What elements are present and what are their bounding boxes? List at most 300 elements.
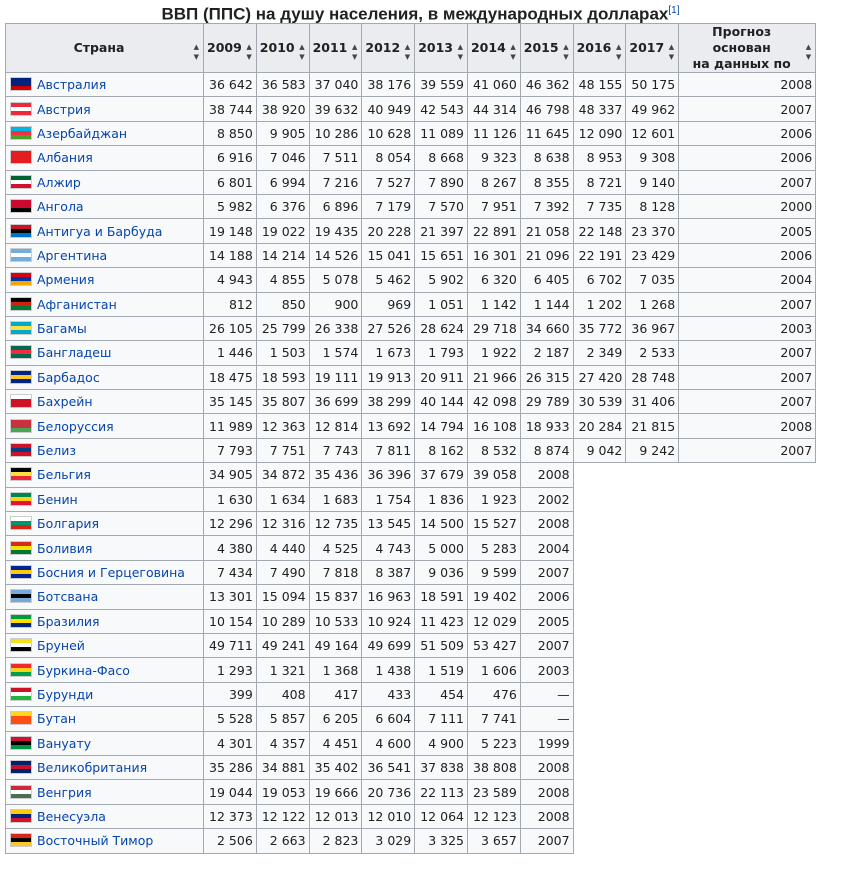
value-cell: 19 435 bbox=[309, 219, 362, 243]
flag-icon bbox=[10, 760, 32, 774]
value-cell: 7 818 bbox=[309, 560, 362, 584]
value-cell: 39 632 bbox=[309, 97, 362, 121]
empty-cell bbox=[573, 609, 816, 633]
value-cell: 28 748 bbox=[626, 365, 679, 389]
value-cell: 11 423 bbox=[415, 609, 468, 633]
value-cell: 5 000 bbox=[415, 536, 468, 560]
column-header-2015[interactable]: ▼ 2015 ▲ bbox=[520, 24, 573, 73]
value-cell: 3 029 bbox=[362, 829, 415, 853]
value-cell: 9 323 bbox=[467, 146, 520, 170]
empty-cell bbox=[573, 463, 816, 487]
value-cell: 2007 bbox=[520, 633, 573, 657]
flag-icon bbox=[10, 541, 32, 555]
value-cell: 6 896 bbox=[309, 194, 362, 218]
empty-cell bbox=[573, 755, 816, 779]
value-cell: 40 144 bbox=[415, 390, 468, 414]
value-cell: 2 663 bbox=[256, 829, 309, 853]
flag-icon bbox=[10, 687, 32, 701]
empty-cell bbox=[573, 512, 816, 536]
value-cell: 19 022 bbox=[256, 219, 309, 243]
flag-icon bbox=[10, 126, 32, 140]
value-cell: 1 923 bbox=[467, 487, 520, 511]
value-cell: 4 525 bbox=[309, 536, 362, 560]
value-cell: 10 286 bbox=[309, 121, 362, 145]
value-cell: 19 111 bbox=[309, 365, 362, 389]
value-cell: 1 519 bbox=[415, 658, 468, 682]
header-row bbox=[6, 24, 816, 73]
value-cell: 6 320 bbox=[467, 268, 520, 292]
country-link[interactable]: Ботсвана bbox=[37, 589, 99, 605]
table-row bbox=[6, 170, 816, 194]
country-link[interactable]: Бангладеш bbox=[37, 345, 112, 361]
table-row bbox=[6, 316, 816, 340]
column-header-2009[interactable]: ▼ 2009 ▲ bbox=[204, 24, 257, 73]
country-link[interactable]: Восточный Тимор bbox=[37, 833, 154, 849]
flag-icon bbox=[10, 467, 32, 481]
value-cell: 969 bbox=[362, 292, 415, 316]
value-cell: 53 427 bbox=[467, 633, 520, 657]
value-cell: 2008 bbox=[520, 804, 573, 828]
value-cell: 6 994 bbox=[256, 170, 309, 194]
value-cell: 1 142 bbox=[467, 292, 520, 316]
country-cell bbox=[6, 170, 204, 194]
value-cell: 15 651 bbox=[415, 243, 468, 267]
value-cell: 1 368 bbox=[309, 658, 362, 682]
value-cell: 1 673 bbox=[362, 341, 415, 365]
value-cell: 18 475 bbox=[204, 365, 257, 389]
value-cell: 2004 bbox=[520, 536, 573, 560]
value-cell: 46 798 bbox=[520, 97, 573, 121]
value-cell: 19 148 bbox=[204, 219, 257, 243]
value-cell: 2005 bbox=[520, 609, 573, 633]
flag-icon bbox=[10, 809, 32, 823]
table-row bbox=[6, 463, 816, 487]
country-cell bbox=[6, 487, 204, 511]
value-cell: 9 905 bbox=[256, 121, 309, 145]
value-cell: 34 660 bbox=[520, 316, 573, 340]
value-cell: 11 126 bbox=[467, 121, 520, 145]
value-cell: 12 013 bbox=[309, 804, 362, 828]
empty-cell bbox=[573, 707, 816, 731]
table-row bbox=[6, 292, 816, 316]
value-cell: 8 387 bbox=[362, 560, 415, 584]
value-cell: 20 228 bbox=[362, 219, 415, 243]
value-cell: 6 702 bbox=[573, 268, 626, 292]
table-row bbox=[6, 585, 816, 609]
column-header-2014[interactable]: ▼ 2014 ▲ bbox=[467, 24, 520, 73]
value-cell: 8 638 bbox=[520, 146, 573, 170]
value-cell: 8 532 bbox=[467, 438, 520, 462]
value-cell: 8 267 bbox=[467, 170, 520, 194]
flag-icon bbox=[10, 785, 32, 799]
value-cell: 4 451 bbox=[309, 731, 362, 755]
country-cell bbox=[6, 390, 204, 414]
country-cell bbox=[6, 121, 204, 145]
country-link[interactable]: Австралия bbox=[37, 77, 107, 93]
value-cell: 2008 bbox=[679, 414, 816, 438]
flag-icon bbox=[10, 370, 32, 384]
value-cell: 454 bbox=[415, 682, 468, 706]
table-row bbox=[6, 194, 816, 218]
value-cell: 2 187 bbox=[520, 341, 573, 365]
empty-cell bbox=[573, 560, 816, 584]
country-cell bbox=[6, 341, 204, 365]
country-link[interactable]: Бенин bbox=[37, 491, 78, 507]
table-title bbox=[0, 0, 841, 22]
value-cell: 26 338 bbox=[309, 316, 362, 340]
country-link[interactable]: Венгрия bbox=[37, 784, 92, 800]
empty-cell bbox=[573, 829, 816, 853]
country-link[interactable]: Боливия bbox=[37, 540, 93, 556]
value-cell: 812 bbox=[204, 292, 257, 316]
country-cell bbox=[6, 219, 204, 243]
value-cell: 7 046 bbox=[256, 146, 309, 170]
country-cell bbox=[6, 609, 204, 633]
value-cell: 1999 bbox=[520, 731, 573, 755]
value-cell: 4 743 bbox=[362, 536, 415, 560]
country-link[interactable]: Барбадос bbox=[37, 369, 100, 385]
value-cell: 37 040 bbox=[309, 73, 362, 97]
table-row bbox=[6, 146, 816, 170]
value-cell: 9 036 bbox=[415, 560, 468, 584]
value-cell: 7 570 bbox=[415, 194, 468, 218]
value-cell: 12 010 bbox=[362, 804, 415, 828]
value-cell: 38 744 bbox=[204, 97, 257, 121]
value-cell: 2000 bbox=[679, 194, 816, 218]
value-cell: 7 490 bbox=[256, 560, 309, 584]
country-cell bbox=[6, 658, 204, 682]
country-cell bbox=[6, 780, 204, 804]
country-link[interactable]: Багамы bbox=[37, 321, 87, 337]
title-reference-link[interactable]: [1] bbox=[668, 5, 680, 16]
value-cell: 7 511 bbox=[309, 146, 362, 170]
value-cell: 2006 bbox=[679, 243, 816, 267]
flag-icon bbox=[10, 272, 32, 286]
value-cell: 1 144 bbox=[520, 292, 573, 316]
table-row bbox=[6, 682, 816, 706]
table-row bbox=[6, 121, 816, 145]
empty-cell bbox=[573, 780, 816, 804]
country-link[interactable]: Аргентина bbox=[37, 247, 108, 263]
value-cell: 26 315 bbox=[520, 365, 573, 389]
country-link[interactable]: Бельгия bbox=[37, 467, 91, 483]
flag-icon bbox=[10, 150, 32, 164]
value-cell: 2003 bbox=[520, 658, 573, 682]
value-cell: 10 924 bbox=[362, 609, 415, 633]
country-link[interactable]: Венесуэла bbox=[37, 808, 106, 824]
value-cell: 21 966 bbox=[467, 365, 520, 389]
country-link[interactable]: Босния и Герцеговина bbox=[37, 565, 185, 580]
table-row bbox=[6, 341, 816, 365]
value-cell: 12 123 bbox=[467, 804, 520, 828]
value-cell: 2003 bbox=[679, 316, 816, 340]
value-cell: 38 808 bbox=[467, 755, 520, 779]
value-cell: 2007 bbox=[679, 438, 816, 462]
value-cell: 4 855 bbox=[256, 268, 309, 292]
value-cell: 36 541 bbox=[362, 755, 415, 779]
value-cell: 476 bbox=[467, 682, 520, 706]
value-cell: 12 064 bbox=[415, 804, 468, 828]
value-cell: 23 429 bbox=[626, 243, 679, 267]
value-cell: 4 943 bbox=[204, 268, 257, 292]
value-cell: 2 533 bbox=[626, 341, 679, 365]
value-cell: 22 191 bbox=[573, 243, 626, 267]
country-cell bbox=[6, 97, 204, 121]
country-link[interactable]: Антигуа и Барбуда bbox=[37, 223, 163, 239]
flag-icon bbox=[10, 419, 32, 433]
flag-icon bbox=[10, 638, 32, 652]
value-cell: 19 053 bbox=[256, 780, 309, 804]
country-cell bbox=[6, 707, 204, 731]
country-cell bbox=[6, 536, 204, 560]
column-header-2017[interactable]: ▼ 2017 ▲ bbox=[626, 24, 679, 73]
country-link[interactable]: Вануату bbox=[37, 735, 92, 751]
value-cell: 35 772 bbox=[573, 316, 626, 340]
value-cell: 6 376 bbox=[256, 194, 309, 218]
flag-icon bbox=[10, 663, 32, 677]
country-link[interactable]: Буркина-Фасо bbox=[37, 662, 130, 678]
table-row bbox=[6, 780, 816, 804]
value-cell: 2006 bbox=[679, 146, 816, 170]
value-cell: 49 164 bbox=[309, 633, 362, 657]
value-cell: 41 060 bbox=[467, 73, 520, 97]
value-cell: 2007 bbox=[679, 365, 816, 389]
country-link[interactable]: Ангола bbox=[37, 199, 84, 215]
flag-icon bbox=[10, 248, 32, 262]
table-row bbox=[6, 512, 816, 536]
value-cell: 8 128 bbox=[626, 194, 679, 218]
value-cell: 38 176 bbox=[362, 73, 415, 97]
column-header-2012[interactable]: ▼ 2012 ▲ bbox=[362, 24, 415, 73]
value-cell: 42 098 bbox=[467, 390, 520, 414]
empty-cell bbox=[573, 804, 816, 828]
value-cell: 35 807 bbox=[256, 390, 309, 414]
value-cell: 19 402 bbox=[467, 585, 520, 609]
flag-icon bbox=[10, 77, 32, 91]
value-cell: 7 743 bbox=[309, 438, 362, 462]
value-cell: 9 242 bbox=[626, 438, 679, 462]
table-row bbox=[6, 219, 816, 243]
empty-cell bbox=[573, 585, 816, 609]
value-cell: 7 111 bbox=[415, 707, 468, 731]
value-cell: 6 801 bbox=[204, 170, 257, 194]
column-header-2016[interactable]: ▼ 2016 ▲ bbox=[573, 24, 626, 73]
flag-icon bbox=[10, 711, 32, 725]
value-cell: 16 301 bbox=[467, 243, 520, 267]
country-link[interactable]: Бразилия bbox=[37, 613, 100, 629]
value-cell: 1 574 bbox=[309, 341, 362, 365]
flag-icon bbox=[10, 394, 32, 408]
value-cell: 1 630 bbox=[204, 487, 257, 511]
country-link[interactable]: Белиз bbox=[37, 443, 77, 459]
value-cell: 6 916 bbox=[204, 146, 257, 170]
country-cell bbox=[6, 804, 204, 828]
value-cell: 2008 bbox=[520, 780, 573, 804]
table-row bbox=[6, 536, 816, 560]
country-cell bbox=[6, 560, 204, 584]
table-title-text: ВВП (ППС) на душу населения, в международных долларах bbox=[161, 4, 669, 24]
country-link[interactable]: Великобритания bbox=[37, 760, 148, 776]
value-cell: 13 301 bbox=[204, 585, 257, 609]
table-row bbox=[6, 755, 816, 779]
value-cell: 3 325 bbox=[415, 829, 468, 853]
table-row bbox=[6, 658, 816, 682]
empty-cell bbox=[573, 536, 816, 560]
country-link[interactable]: Афганистан bbox=[37, 296, 117, 312]
country-link[interactable]: Бахрейн bbox=[37, 394, 93, 410]
value-cell: 1 606 bbox=[467, 658, 520, 682]
table-row bbox=[6, 560, 816, 584]
table-row bbox=[6, 390, 816, 414]
value-cell: 21 096 bbox=[520, 243, 573, 267]
value-cell: 31 406 bbox=[626, 390, 679, 414]
country-link[interactable]: Австрия bbox=[37, 101, 91, 117]
value-cell: 399 bbox=[204, 682, 257, 706]
value-cell: 6 604 bbox=[362, 707, 415, 731]
value-cell: 1 321 bbox=[256, 658, 309, 682]
value-cell: 12 029 bbox=[467, 609, 520, 633]
table-row bbox=[6, 414, 816, 438]
column-header-forecast-base[interactable] bbox=[679, 24, 816, 73]
value-cell: 7 179 bbox=[362, 194, 415, 218]
value-cell: 1 051 bbox=[415, 292, 468, 316]
value-cell: 408 bbox=[256, 682, 309, 706]
value-cell: 7 216 bbox=[309, 170, 362, 194]
value-cell: 9 140 bbox=[626, 170, 679, 194]
flag-icon bbox=[10, 443, 32, 457]
table-row bbox=[6, 243, 816, 267]
value-cell: 48 155 bbox=[573, 73, 626, 97]
table-row bbox=[6, 633, 816, 657]
column-header-2011[interactable]: ▼ 2011 ▲ bbox=[309, 24, 362, 73]
value-cell: 46 362 bbox=[520, 73, 573, 97]
value-cell: 1 446 bbox=[204, 341, 257, 365]
flag-icon bbox=[10, 224, 32, 238]
country-link[interactable]: Албания bbox=[37, 150, 93, 166]
column-header-country[interactable]: ▼ Страна ▲ bbox=[6, 24, 204, 73]
value-cell: 1 634 bbox=[256, 487, 309, 511]
country-cell bbox=[6, 268, 204, 292]
value-cell: 36 642 bbox=[204, 73, 257, 97]
value-cell: 48 337 bbox=[573, 97, 626, 121]
flag-icon bbox=[10, 321, 32, 335]
value-cell: 6 405 bbox=[520, 268, 573, 292]
value-cell: 35 145 bbox=[204, 390, 257, 414]
flag-icon bbox=[10, 175, 32, 189]
country-cell bbox=[6, 365, 204, 389]
value-cell: 3 657 bbox=[467, 829, 520, 853]
country-link[interactable]: Азербайджан bbox=[37, 125, 128, 141]
value-cell: 1 836 bbox=[415, 487, 468, 511]
value-cell: 14 214 bbox=[256, 243, 309, 267]
country-cell bbox=[6, 292, 204, 316]
value-cell: 12 316 bbox=[256, 512, 309, 536]
value-cell: 2 349 bbox=[573, 341, 626, 365]
value-cell: 13 692 bbox=[362, 414, 415, 438]
value-cell: 4 600 bbox=[362, 731, 415, 755]
table-body bbox=[6, 73, 816, 854]
country-cell bbox=[6, 316, 204, 340]
column-header-2013[interactable]: ▼ 2013 ▲ bbox=[415, 24, 468, 73]
column-header-2010[interactable]: ▼ 2010 ▲ bbox=[256, 24, 309, 73]
country-link[interactable]: Бруней bbox=[37, 638, 85, 654]
value-cell: 23 589 bbox=[467, 780, 520, 804]
value-cell: 2008 bbox=[679, 73, 816, 97]
value-cell: 1 503 bbox=[256, 341, 309, 365]
country-cell bbox=[6, 585, 204, 609]
flag-icon bbox=[10, 614, 32, 628]
empty-cell bbox=[573, 658, 816, 682]
value-cell: 38 299 bbox=[362, 390, 415, 414]
value-cell: 49 241 bbox=[256, 633, 309, 657]
value-cell: 433 bbox=[362, 682, 415, 706]
value-cell: 850 bbox=[256, 292, 309, 316]
value-cell: 2006 bbox=[520, 585, 573, 609]
flag-icon bbox=[10, 345, 32, 359]
country-cell bbox=[6, 438, 204, 462]
country-link[interactable]: Белоруссия bbox=[37, 418, 114, 434]
value-cell: 2007 bbox=[679, 390, 816, 414]
value-cell: 8 162 bbox=[415, 438, 468, 462]
value-cell: 7 793 bbox=[204, 438, 257, 462]
value-cell: 16 963 bbox=[362, 585, 415, 609]
country-cell bbox=[6, 194, 204, 218]
country-link[interactable]: Алжир bbox=[37, 174, 81, 190]
value-cell: 8 874 bbox=[520, 438, 573, 462]
value-cell: 18 593 bbox=[256, 365, 309, 389]
value-cell: 7 890 bbox=[415, 170, 468, 194]
value-cell: 5 982 bbox=[204, 194, 257, 218]
value-cell: 8 054 bbox=[362, 146, 415, 170]
country-link[interactable]: Бутан bbox=[37, 711, 77, 727]
table-row bbox=[6, 609, 816, 633]
value-cell: 5 283 bbox=[467, 536, 520, 560]
value-cell: 4 440 bbox=[256, 536, 309, 560]
country-link[interactable]: Болгария bbox=[37, 516, 100, 532]
value-cell: 36 396 bbox=[362, 463, 415, 487]
empty-cell bbox=[573, 633, 816, 657]
value-cell: 20 736 bbox=[362, 780, 415, 804]
flag-icon bbox=[10, 589, 32, 603]
value-cell: 50 175 bbox=[626, 73, 679, 97]
value-cell: 5 902 bbox=[415, 268, 468, 292]
value-cell: 900 bbox=[309, 292, 362, 316]
value-cell: 10 533 bbox=[309, 609, 362, 633]
value-cell: 20 284 bbox=[573, 414, 626, 438]
flag-icon bbox=[10, 102, 32, 116]
value-cell: 1 293 bbox=[204, 658, 257, 682]
value-cell: 1 683 bbox=[309, 487, 362, 511]
value-cell: 14 794 bbox=[415, 414, 468, 438]
value-cell: 35 402 bbox=[309, 755, 362, 779]
value-cell: 13 545 bbox=[362, 512, 415, 536]
value-cell: 8 721 bbox=[573, 170, 626, 194]
value-cell: 37 679 bbox=[415, 463, 468, 487]
value-cell: 4 301 bbox=[204, 731, 257, 755]
value-cell: 14 500 bbox=[415, 512, 468, 536]
value-cell: 34 872 bbox=[256, 463, 309, 487]
value-cell: 4 380 bbox=[204, 536, 257, 560]
value-cell: 30 539 bbox=[573, 390, 626, 414]
value-cell: 29 789 bbox=[520, 390, 573, 414]
value-cell: 2 506 bbox=[204, 829, 257, 853]
value-cell: 2007 bbox=[679, 97, 816, 121]
value-cell: 2002 bbox=[520, 487, 573, 511]
country-link[interactable]: Бурунди bbox=[37, 686, 94, 702]
country-link[interactable]: Армения bbox=[37, 272, 95, 288]
value-cell: 20 911 bbox=[415, 365, 468, 389]
value-cell: 22 113 bbox=[415, 780, 468, 804]
